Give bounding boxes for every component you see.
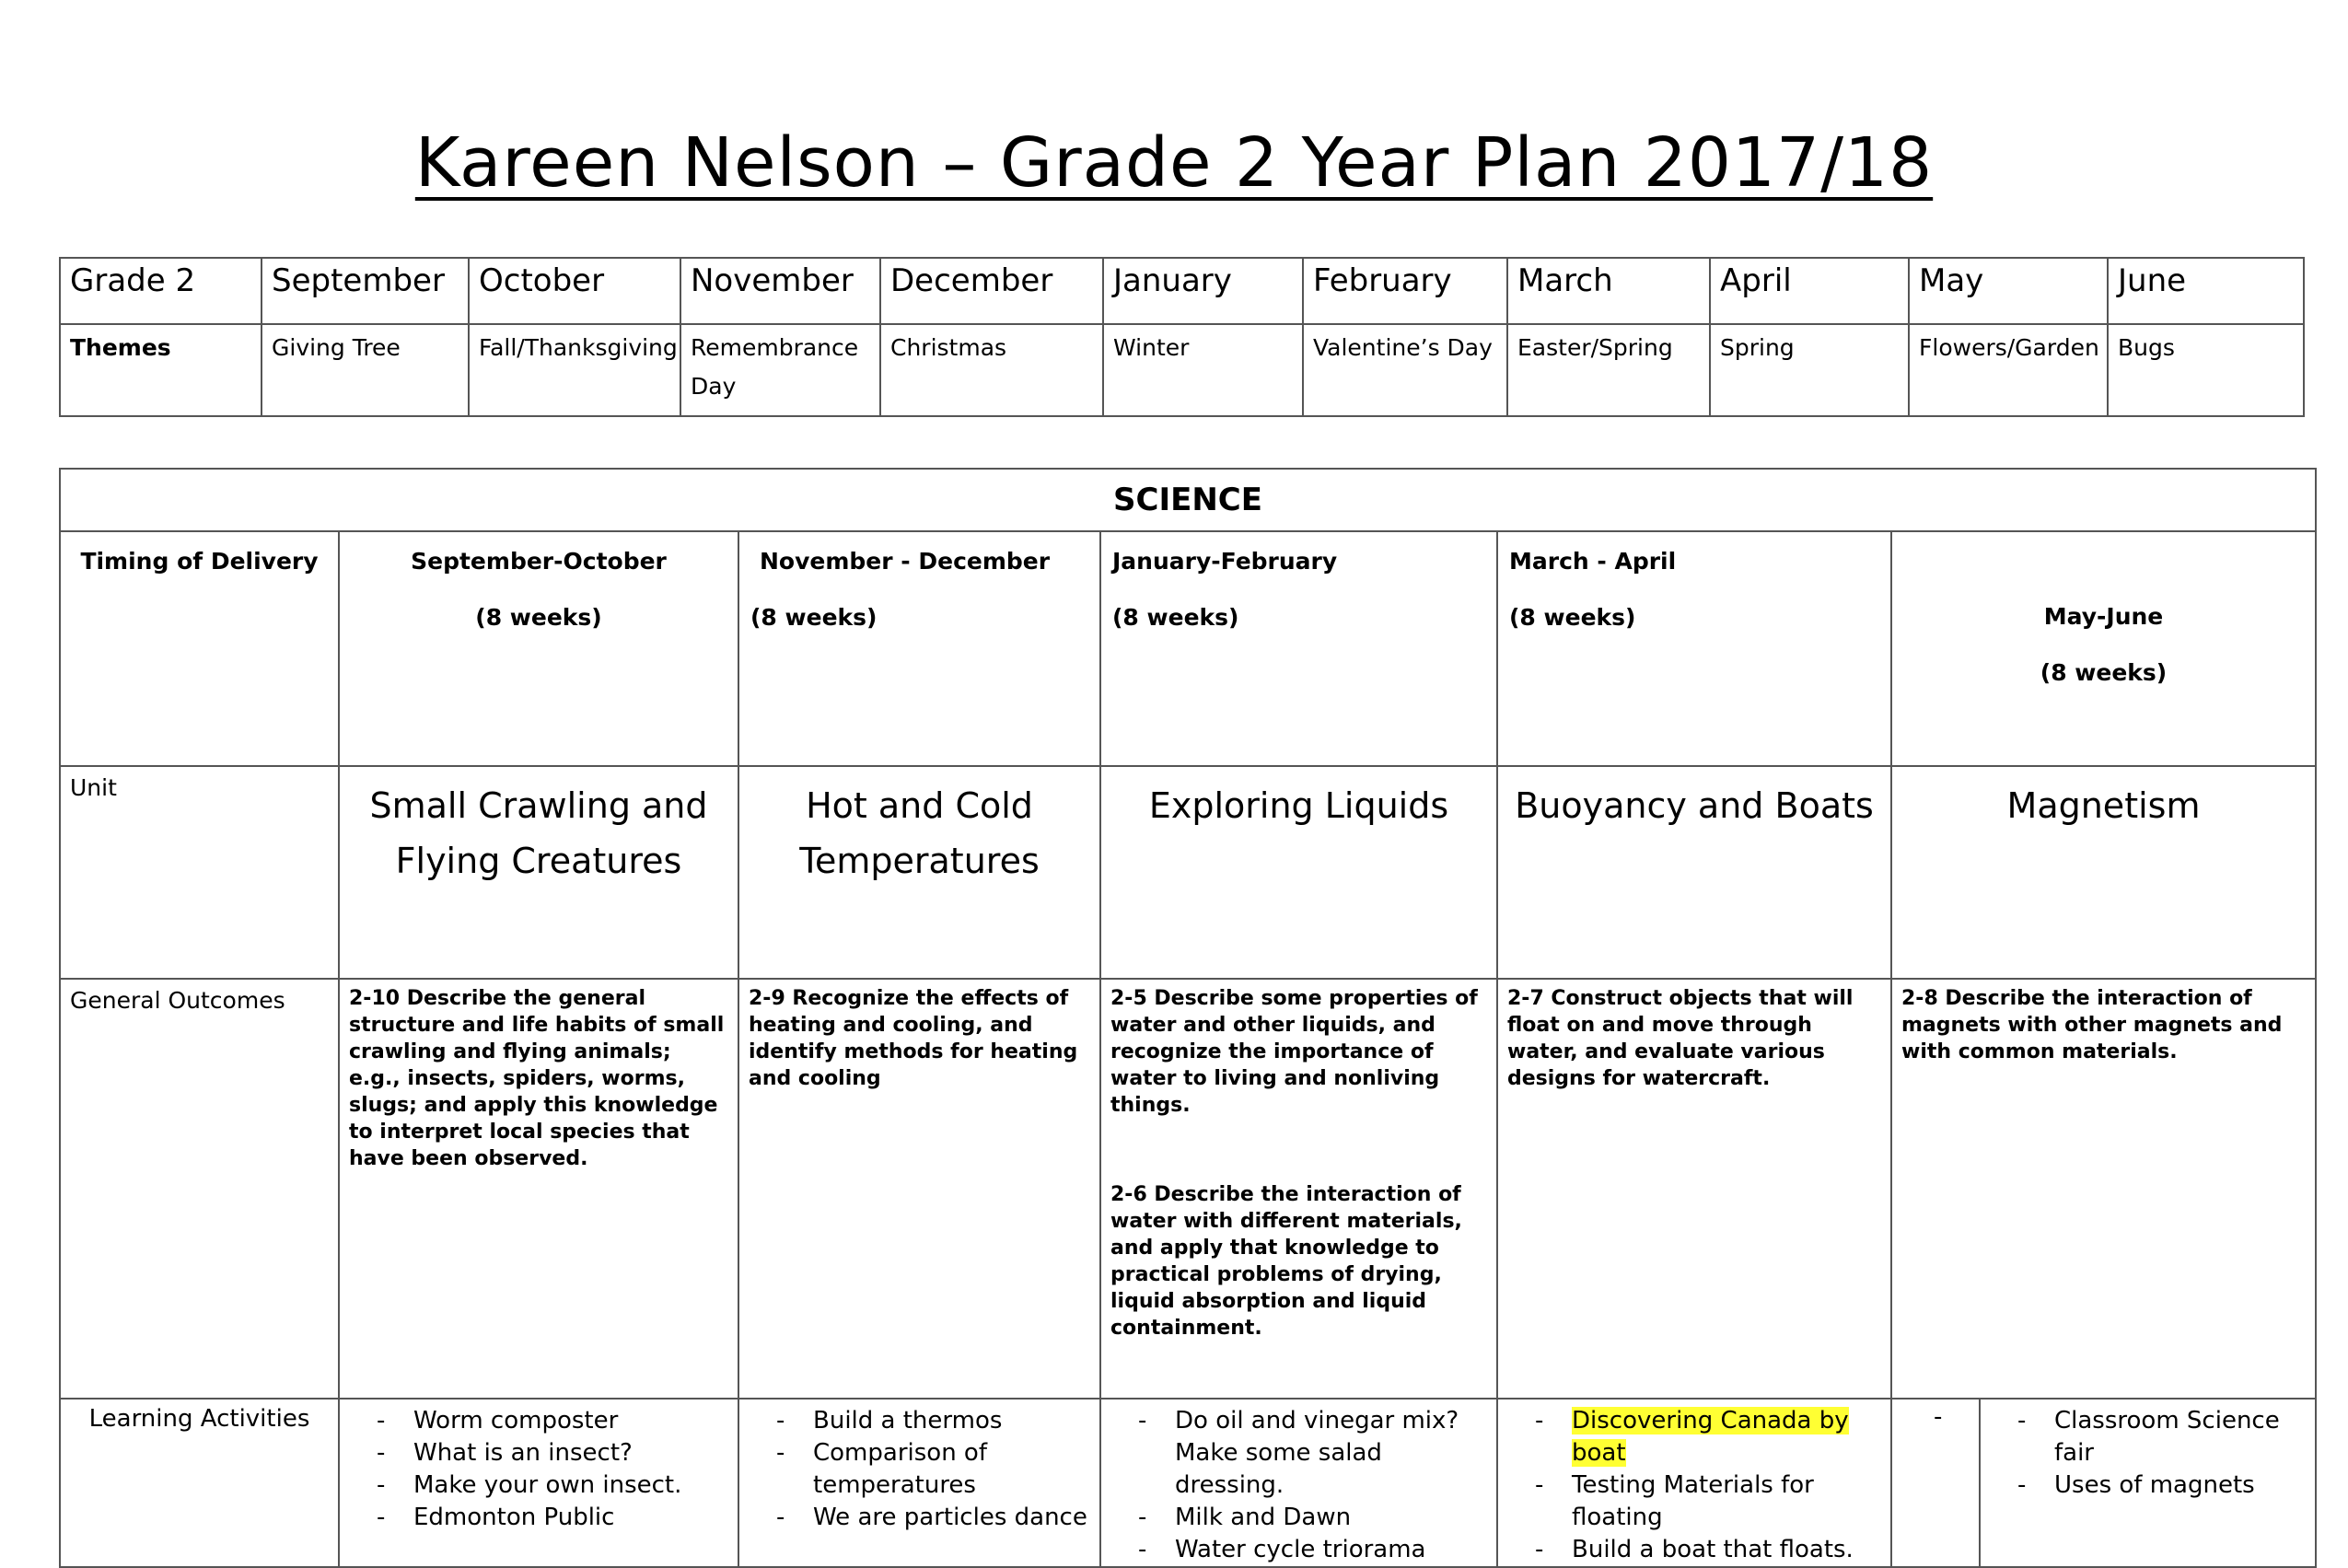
theme-cell: Fall/Thanksgiving bbox=[469, 324, 680, 416]
month-header: March bbox=[1507, 258, 1710, 324]
highlighted-activity: Discovering Canada by boat bbox=[1572, 1407, 1849, 1467]
activity-item: - Comparison of temperatures bbox=[776, 1437, 1099, 1502]
timing-weeks: (8 weeks) bbox=[2040, 659, 2168, 686]
outcomes-label: General Outcomes bbox=[60, 979, 339, 1399]
activities-cell bbox=[1980, 1399, 2316, 1567]
timing-cell bbox=[1891, 531, 2316, 766]
activity-item: - Build a boat that floats. bbox=[1535, 1534, 1890, 1566]
month-header: May bbox=[1909, 258, 2108, 324]
outcome-cell bbox=[1891, 979, 2316, 1399]
theme-cell: Remembrance Day bbox=[680, 324, 880, 416]
activities-extra-cell bbox=[1891, 1399, 1980, 1567]
unit-name: Hot and Cold Temperatures bbox=[738, 766, 1100, 979]
month-header: February bbox=[1303, 258, 1507, 324]
timing-weeks: (8 weeks) bbox=[1509, 604, 1636, 631]
timing-weeks: (8 weeks) bbox=[475, 604, 602, 631]
outcome-cell bbox=[1497, 979, 1891, 1399]
outcome-text: 2-6 Describe the interaction of water with different materials, and apply that knowledge to practical problems of drying, liquid absorption and liquid containment. bbox=[1110, 1183, 1462, 1340]
activity-item: - We are particles dance bbox=[776, 1502, 1099, 1534]
grade-label: Grade 2 bbox=[60, 258, 262, 324]
timing-label: Timing of Delivery bbox=[60, 531, 339, 766]
month-header: November bbox=[680, 258, 880, 324]
activity-dash: - bbox=[1934, 1403, 1943, 1431]
outcome-text: 2-7 Construct objects that will float on and move through water, and evaluate various designs for watercraft. bbox=[1507, 987, 1854, 1090]
outcome-text: 2-5 Describe some properties of water and other liquids, and recognize the importance of water to living and nonliving things. bbox=[1110, 987, 1478, 1117]
months-table bbox=[59, 257, 2305, 417]
timing-weeks: (8 weeks) bbox=[1112, 604, 1239, 631]
timing-cell bbox=[339, 531, 738, 766]
timing-cell bbox=[1497, 531, 1891, 766]
activity-item: - Do oil and vinegar mix? Make some salad dressing. bbox=[1138, 1405, 1496, 1502]
themes-label: Themes bbox=[60, 324, 262, 416]
theme-cell: Valentine’s Day bbox=[1303, 324, 1507, 416]
timing-period: September-October bbox=[411, 548, 667, 575]
month-header: September bbox=[262, 258, 469, 324]
activities-cell bbox=[1497, 1399, 1891, 1567]
timing-weeks: (8 weeks) bbox=[750, 604, 878, 631]
activities-cell bbox=[1100, 1399, 1497, 1567]
theme-cell: Christmas bbox=[880, 324, 1103, 416]
month-header: January bbox=[1103, 258, 1303, 324]
theme-cell: Giving Tree bbox=[262, 324, 469, 416]
outcome-cell bbox=[738, 979, 1100, 1399]
timing-period: March - April bbox=[1509, 548, 1677, 575]
activity-item: - Worm composter bbox=[377, 1405, 738, 1437]
activity-item: - Make your own insect. bbox=[377, 1469, 738, 1502]
theme-cell: Bugs bbox=[2108, 324, 2304, 416]
outcome-text: 2-10 Describe the general structure and life habits of small crawling and flying animals; e.g., insects, spiders, worms, slugs; and apply this knowledge to interpret local species that have been observed. bbox=[349, 987, 725, 1170]
timing-cell bbox=[1100, 531, 1497, 766]
outcome-text: 2-9 Recognize the effects of heating and cooling, and identify methods for heating and cooling bbox=[749, 987, 1078, 1090]
activity-item: - Build a thermos bbox=[776, 1405, 1099, 1437]
theme-cell: Winter bbox=[1103, 324, 1303, 416]
science-table bbox=[59, 468, 2317, 1568]
activities-label: Learning Activities bbox=[60, 1399, 339, 1567]
outcome-text: 2-8 Describe the interaction of magnets with other magnets and with common materials. bbox=[1901, 987, 2283, 1063]
unit-label: Unit bbox=[60, 766, 339, 979]
month-header: December bbox=[880, 258, 1103, 324]
activity-item: - Uses of magnets bbox=[2017, 1469, 2315, 1502]
unit-name: Exploring Liquids bbox=[1100, 766, 1497, 979]
page-title: Kareen Nelson – Grade 2 Year Plan 2017/18 bbox=[414, 123, 1934, 203]
month-header: June bbox=[2108, 258, 2304, 324]
unit-name: Buoyancy and Boats bbox=[1497, 766, 1891, 979]
activity-item: - Milk and Dawn bbox=[1138, 1502, 1496, 1534]
timing-period: November - December bbox=[760, 548, 1051, 575]
activity-item: - Water cycle triorama bbox=[1138, 1534, 1496, 1566]
theme-cell: Flowers/Garden bbox=[1909, 324, 2108, 416]
timing-period: January-February bbox=[1112, 548, 1338, 575]
activity-item bbox=[1535, 1405, 1890, 1469]
science-header: SCIENCE bbox=[60, 469, 2316, 531]
timing-cell bbox=[738, 531, 1100, 766]
theme-cell: Spring bbox=[1710, 324, 1909, 416]
activity-item: - Edmonton Public bbox=[377, 1502, 738, 1534]
outcome-cell bbox=[1100, 979, 1497, 1399]
activities-cell bbox=[738, 1399, 1100, 1567]
outcome-cell bbox=[339, 979, 738, 1399]
activity-item: - What is an insect? bbox=[377, 1437, 738, 1469]
month-header: April bbox=[1710, 258, 1909, 324]
activity-item: - Classroom Science fair bbox=[2017, 1405, 2315, 1469]
unit-name: Magnetism bbox=[1891, 766, 2316, 979]
unit-name: Small Crawling and Flying Creatures bbox=[339, 766, 738, 979]
activities-cell bbox=[339, 1399, 738, 1567]
theme-cell: Easter/Spring bbox=[1507, 324, 1710, 416]
timing-period: May-June bbox=[2043, 603, 2164, 630]
month-header: October bbox=[469, 258, 680, 324]
activity-item: - Testing Materials for floating bbox=[1535, 1469, 1890, 1534]
